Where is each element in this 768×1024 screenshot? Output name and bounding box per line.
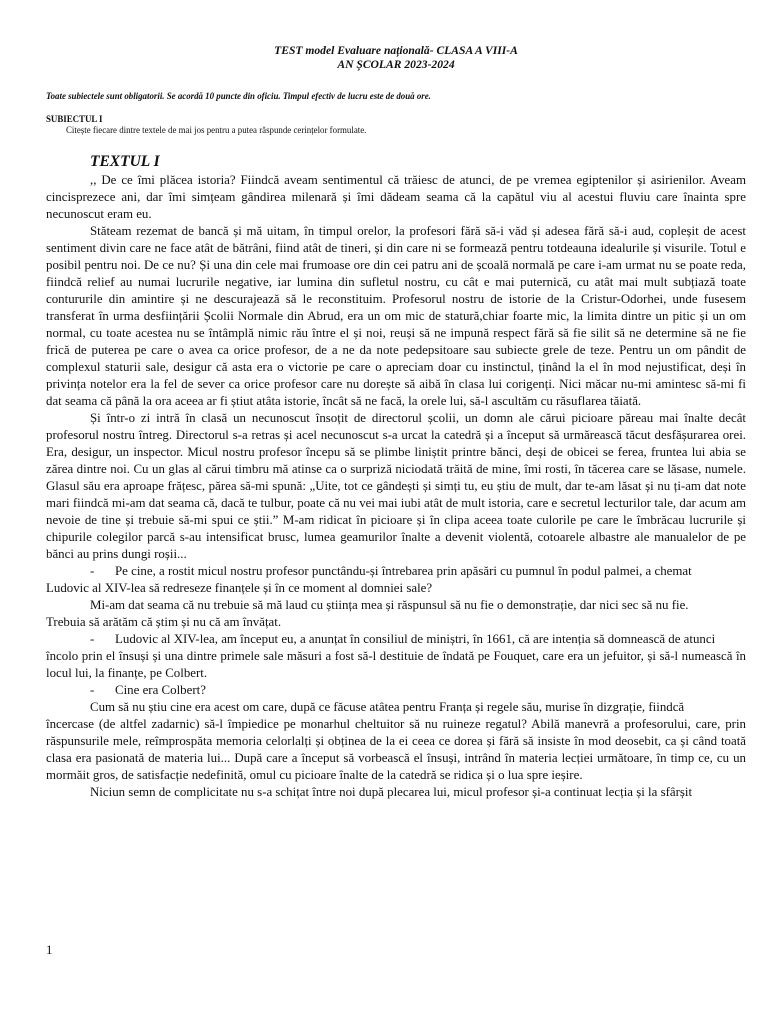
dialogue-text: Cine era Colbert? [115, 683, 206, 697]
subject-instruction: Citește fiecare dintre textele de mai jos pentru a putea răspunde cerințelor formulate. [66, 125, 367, 135]
paragraph-1: ,, De ce îmi plăcea istoria? Fiindcă aveam sentimentul că trăiesc de atunci, de pe vremea egiptenilor și asirienilor. Aveam cincisprezece ani, dar îmi simțeam gândirea milenară și îmi dădeam seama că la capătul viu al acestui fluviu care înainta spre necunoscut eram eu. [46, 173, 746, 221]
page-number: 1 [46, 943, 53, 957]
text-body [46, 172, 746, 801]
indented-line-1: Mi-am dat seama că nu trebuie să mă laud cu știința mea și răspunsul să nu fie o demonstrație, dar nici sec să nu fie. [90, 598, 689, 612]
dialogue-line-1 [46, 563, 746, 580]
paragraph-3: Și într-o zi intră în clasă un necunoscut însoțit de directorul școlii, un domn ale cărui picioare păreau mai înalte decât profesorul nostru întreg. Directorul s-a retras și acel necunoscut s-a urcat la catedră și a început să urmărească tăcut desfășurarea orei. Era, desigur, un inspector. Micul nostru profesor începu să se plimbe liniștit printre bănci, deși de obicei se ferea, fruntea lui abia se zărea dintre noi. Cu un glas al cărui timbru mă atinse ca o surpriză niciodată trăită de mine, îmi rosti, în tăcerea care se lăsase, numele. Glasul său era aproape frățesc, părea să-mi spună: „Uite, tot ce gândești și simți tu, eu știu de mult, dar te-am lăsat și nu ți-am dat note mari fiindcă mi-am dat seama că, dacă te tulbur, poate că nu vei mai iubi atât de mult istoria, care e secretul lecturilor tale, dar acum am nevoie de tine și trebuie să-mi spui ce știi.” M-am ridicat în picioare și în clipa aceea toate culorile pe care le îmbrăcau lucrurile și chipurile colegilor parcă s-au intensificat brusc, lumea geamurilor înalte a devenit violentă, cotoarele albastre ale manualelor de pe bănci au prins dungi roșii... [46, 411, 746, 561]
dialogue-line-2 [46, 631, 746, 648]
dialogue-dash: - [90, 632, 95, 646]
document-page [46, 44, 746, 801]
dialogue-dash: - [90, 564, 95, 578]
continuation-line-3: încolo prin el însuși și una dintre primele sale măsuri a fost să-l destituie de îndată pe Fouquet, care era un jefuitor, și să-l numească în locul lui, la finanțe, pe Colbert. [46, 649, 746, 680]
continuation-line-2: Trebuia să arătăm că știm și nu că am învățat. [46, 615, 282, 629]
continuation-line-4: încercase (de altfel zadarnic) să-l împiedice pe monarhul cheltuitor să nu ruineze regatul? Abilă manevră a profesorului, care, prin răspunsurile mele, reîmprospăta memoria celorlalți și obținea de la ei ceea ce dorea și fără să insiste în mod deosebit, ca și când toată clasa era pasionată de materia lui... După care a început să vorbească el însuși, intrând în materia lecției următoare, în timp ce, cu un mormăit gros, de satisfacție nedefinită, omul cu picioare înalte de la catedră se ridica și o lua spre ieșire. [46, 717, 746, 782]
continuation-line-1: Ludovic al XIV-lea să redreseze finanțele și în ce moment al domniei sale? [46, 581, 433, 595]
text-title: TEXTUL I [90, 153, 160, 170]
dialogue-line-3 [46, 682, 746, 699]
dialogue-text: Pe cine, a rostit micul nostru profesor punctându-și întrebarea prin apăsări cu pumnul în podul palmei, a chemat [115, 564, 692, 578]
school-year: AN ȘCOLAR 2023-2024 [337, 58, 455, 71]
dialogue-dash: - [90, 683, 95, 697]
subject-title: SUBIECTUL I [46, 114, 103, 124]
indented-line-3: Niciun semn de complicitate nu s-a schițat între noi după plecarea lui, micul profesor și-a continuat lecția și la sfârșit [90, 785, 693, 799]
indented-line-2: Cum să nu știu cine era acest om care, după ce făcuse atâtea pentru Franța și regele său, murise în dizgrație, fiindcă [90, 700, 685, 714]
paragraph-2: Stăteam rezemat de bancă și mă uitam, în timpul orelor, la profesori fără să-i văd și adesea fără să-i aud, copleșit de acest sentiment divin care ne face atât de bătrâni, fiind atât de tineri, și din care ni se formează pentru totdeauna idealurile și visurile. Totul e posibil pentru noi. De ce nu? Și una din cele mai frumoase ore din cei patru ani de școală normală pe care i-am urmat nu se poate reda, fiindcă relief au numai lucrurile negative, iar lumina din sufletul nostru, cu cât e mai puternică, cu atât mai mult subțiază toate contururile din amintire și ne descurajează să le reconstituim. Profesorul nostru de istorie de la Cristur-Odorhei, unde fusesem transferat în urma desființării Școlii Normale din Abrud, era un om mic de statură,chiar foarte mic, la limita dintre un pitic și un om normal, cu toate acestea nu se întâmplă nimic rău între el și noi, reuși să ne impună respect fără să fie silit să ne determine să ne fie frică de puterea pe care o avea ca orice profesor, de a ne da note pedepsitoare sau subiecte grele de teze. Pentru un om pândit de complexul staturii sale, desigur că asta era o victorie pe care o apreciam doar cu instinctul, ținând la el în mod nejustificat, deși în privința notelor era la fel de sever ca orice profesor care nu dorește să aibă în clasa lui corigenți. Nici măcar nu-mi amintesc să-mi fi dat seama că până la ora aceea ar fi știut atâta istorie, încât să ne facă, la orele lui, să-l ascultăm cu răsuflarea tăiată. [46, 224, 746, 408]
test-title: TEST model Evaluare națională- CLASA A VIII-A [274, 44, 518, 57]
instructions-note: Toate subiectele sunt obligatorii. Se acordă 10 puncte din oficiu. Timpul efectiv de lucru este de două ore. [46, 91, 431, 101]
dialogue-text: Ludovic al XIV-lea, am început eu, a anunțat în consiliul de miniștri, în 1661, că are intenția să domnească de atunci [115, 632, 716, 646]
